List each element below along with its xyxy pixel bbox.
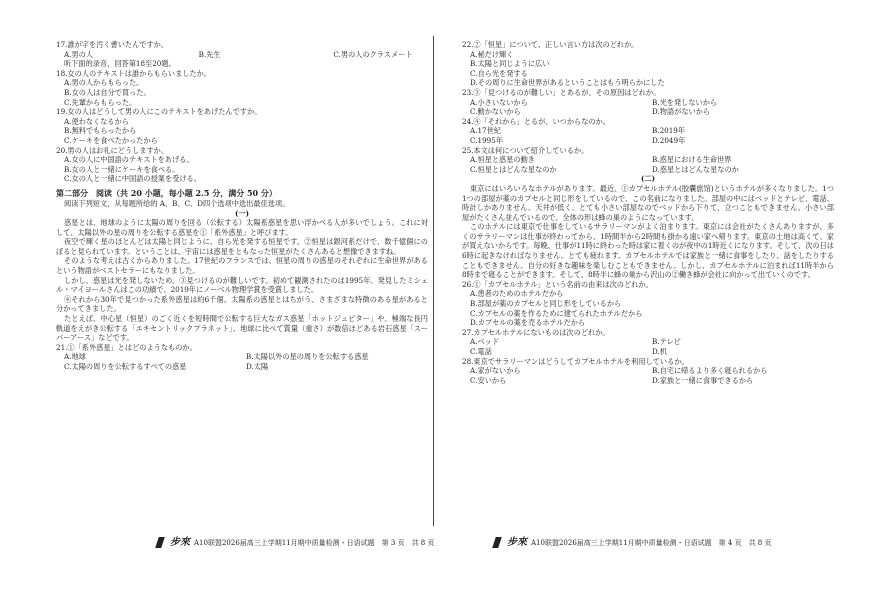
- options-row: [462, 136, 834, 146]
- option: B.女の人は自分で買った。: [64, 87, 151, 97]
- options-row: [462, 376, 834, 386]
- question-stem: 18.女の人のテキストは誰からもらいましたか。: [56, 68, 212, 78]
- option: B.テレビ: [652, 337, 681, 347]
- question-stem: 24.④「それから」とるが、いつからなのか。: [462, 116, 610, 126]
- option: B.部屋が薬のカプセルと同じ形をしているから: [470, 299, 622, 309]
- option: A.恒星と惑星の動き: [470, 155, 535, 165]
- question-stem: 17.誰が字を汚く書いたんですか。: [56, 40, 169, 49]
- options-row: [462, 165, 834, 175]
- brand-logo-icon: [492, 537, 502, 548]
- option: C.自ら光を発する: [470, 68, 528, 78]
- left-column: [56, 40, 428, 372]
- option: C.女の人と一緒に中国語の授業を受ける。: [64, 174, 201, 184]
- option: C.1995年: [470, 135, 504, 145]
- page-footer: [157, 537, 435, 548]
- paragraph: 夜空で輝く星のほとんどは太陽と同じように、自ら光を発する恒星です。②恒星は銀河系だけで、数千億個にのぼると見られています。ということは、宇宙には惑星をともなった恒星がたくさんあると想像できますね。: [56, 237, 428, 256]
- question-stem: 25.本文は何について紹介しているか。: [462, 145, 589, 155]
- option: B.2019年: [652, 126, 686, 136]
- question-stem: 27.カプセルホテルにないものは次のどれか。: [462, 327, 610, 337]
- option: B.無料でもらったから: [64, 126, 137, 136]
- option: D.机: [652, 347, 667, 356]
- option: A.家がないから: [470, 366, 521, 376]
- option: D.カプセルの薬を売るホテルだから: [470, 318, 586, 328]
- option: A.ベッド: [470, 337, 500, 347]
- options-row: [462, 155, 834, 165]
- footer-text: A10联盟2026届高三上学期11月期中质量检测・日语试题 第 3 页 共 8 页: [194, 538, 435, 547]
- question-stem: 22.②「恒星」について、正しい言い方は次のどれか。: [462, 40, 639, 49]
- option: B.光を発しないから: [652, 97, 718, 107]
- options-row: [56, 362, 428, 372]
- question-stem: 21.①「系外惑星」とはどのようなものか。: [56, 342, 197, 352]
- options-row: [462, 366, 834, 376]
- footer-text: A10联盟2026届高三上学期11月期中质量检测・日语试题 第 4 页 共 8 页: [531, 538, 772, 547]
- option: C.ケーキを食べたかったから: [64, 135, 158, 145]
- section-instruction: 阅读下列短文，从每题所给的 A、B、C、D四个选项中选出最佳选项。: [64, 198, 290, 208]
- passage-title: (一): [235, 208, 249, 218]
- option: B.女の人と一緒にケーキを食べる。: [64, 164, 180, 174]
- options-row: [462, 126, 834, 136]
- question-stem: 28.東京でサラリーマンはどうしてカプセルホテルを利用しているか。: [462, 356, 689, 366]
- option: B.先生: [198, 49, 221, 59]
- options-row: [462, 347, 834, 357]
- option: A.使わなくなるから: [64, 116, 129, 126]
- option: B.自宅に帰るより多く寝られるから: [652, 366, 768, 376]
- option: B.太陽以外の星の周りを公転する惑星: [246, 352, 369, 362]
- options-row: [56, 352, 428, 362]
- option: C.電話: [470, 347, 492, 356]
- passage-body: [462, 184, 834, 280]
- paragraph: このホテルには東京で仕事をしているサラリーマンがよく泊まります。東京には会社がたくさんありますが、多くのサラリーマンは仕事が終わってから、1時間半から2時間も掛かる遠い家へ帰ります。東京の土地は高くて、家が買えないからです。毎晩、仕事が11時に終わった時は家に着くのが夜中の1時近くになります。そして、次の日は6時に起きなければなりません。とても疲れます。カプセルホテルでは家族と一緒に食事をしたり、話をしたりすることもできません。自分の好きな趣味を楽しむこともできません。しかし、カプセルホテルに泊まれば11時半から8時まで寝ることができます。そして、8時半に蜂の巣から沢山の②働き蜂が会社に向かって出ていくのです。: [462, 222, 834, 280]
- option: C.男の人のクラスメート: [333, 49, 413, 59]
- paragraph: たとえば、中心星（恒星）のごく近くを短時間で公転する巨大なガス惑星「ホットジュピター」や、極端な長円軌道をえがき公転する「エキセントリックプラネット」、地球に比べて質量（重さ）が数倍ほどある岩石惑星「スーパーアース」などです。: [56, 314, 428, 343]
- option: D.惑星とはどんな星なのか: [652, 164, 739, 174]
- column-divider: [433, 36, 434, 526]
- option: A.秘だけ輝く: [470, 49, 514, 59]
- question-stem: 26.①「カプセルホテル」という名前の由来は次のどれか。: [462, 279, 653, 289]
- paragraph: そのような考えは古くからありました。17世紀のフランスでは、恒星の周りの惑星のそれぞれに生命世界があるという物語がベストセラーにもなりました。: [56, 256, 428, 276]
- options-row: [56, 50, 428, 60]
- option: D.物語がないから: [652, 107, 711, 117]
- question-stem: 20.男の人はお礼にどうしますか。: [56, 145, 169, 155]
- option: A.男の人: [64, 49, 94, 59]
- paragraph: 惑星とは、地球のように太陽の周りを回る（公転する）太陽系惑星を思い浮かべる人が多いでしょう。これに対して、太陽以外の星の周りを公転する惑星を①「系外惑星」と呼びます。: [56, 218, 428, 237]
- question-stem: 23.③「見つけるのが難しい」とあるが、その原因はどれか。: [462, 87, 661, 97]
- option: D.2049年: [652, 135, 686, 145]
- option: A.患者のためのホテルだから: [470, 289, 564, 299]
- question-stem: 19.女の人はどうして男の人にこのテキストをあげたんですか。: [56, 107, 262, 117]
- section-title: 第二部分 阅读（共 20 小题，每小题 2.5 分，满分 50 分）: [56, 187, 277, 198]
- page-footer: [494, 537, 772, 548]
- option: D.太陽: [246, 362, 269, 371]
- listening-questions: [56, 40, 428, 184]
- options-row: [462, 337, 834, 347]
- option: A.地球: [64, 352, 86, 362]
- options-row: [462, 107, 834, 117]
- option: C.先輩からもらった。: [64, 97, 137, 107]
- brand-name: 步來: [507, 536, 527, 548]
- option: C.太陽の周りを公転するすべての惑星: [64, 362, 187, 371]
- option: D.家族と一緒に食事できるから: [652, 375, 754, 385]
- option: A.小さいないから: [470, 97, 528, 107]
- passage-body: [56, 218, 428, 343]
- brand-logo-icon: [155, 537, 165, 548]
- options-row: [462, 98, 834, 108]
- option: B.惑星における生命世界: [652, 155, 732, 165]
- option: C.恒星とはどんな星なのか: [470, 164, 557, 174]
- paragraph: ④それから30年で見つかった系外惑星は約6千個。太陽系の惑星とはちがう、さまざまな特徴のある星があると分かってきました。: [56, 294, 428, 314]
- paragraph: しかし、惑星は光を発しないため、③見つけるのが難しいです。初めて観測されたのは1995年。発見したミシェル・マイヨールさんはこの功績で、2019年にノーベル物理学賞を受賞しました。: [56, 275, 428, 295]
- brand-name: 步來: [170, 536, 190, 548]
- option: D.その周りに生命世界があるということはもう明らかにした: [470, 78, 665, 88]
- option: B.太陽と同じように広い: [470, 59, 550, 69]
- option: A.男の人からもらった。: [64, 78, 144, 88]
- paragraph: 東京にはいろいろなホテルがあります。最近、①カプセルホテル(胶囊旅馆)というホテルが多くなりました。1つ1つの部屋が薬のカプセルと同じ形をしているので、この名前になりました。部屋の中にはベッドとテレビ、電話、時計しかありません。天井が低く、とても小さい部屋なのでベッドから下りて、立つこともできません。小さい部屋がたくさん並んでいるので、全体の形は蜂の巣のようになっています。: [462, 183, 834, 222]
- option: 听下面的录音，回答第18至20题。: [64, 59, 176, 69]
- right-column: [462, 40, 834, 385]
- passage-title: (二): [641, 174, 655, 184]
- option: C.安いから: [470, 375, 507, 385]
- option: A.女の人に中国語のテキストをあげる。: [64, 155, 194, 165]
- option: A.17世紀: [470, 126, 501, 136]
- option: C.カプセルの薬を作るために建てられたホテルだから: [470, 308, 643, 318]
- option: C.動かないから: [470, 107, 521, 117]
